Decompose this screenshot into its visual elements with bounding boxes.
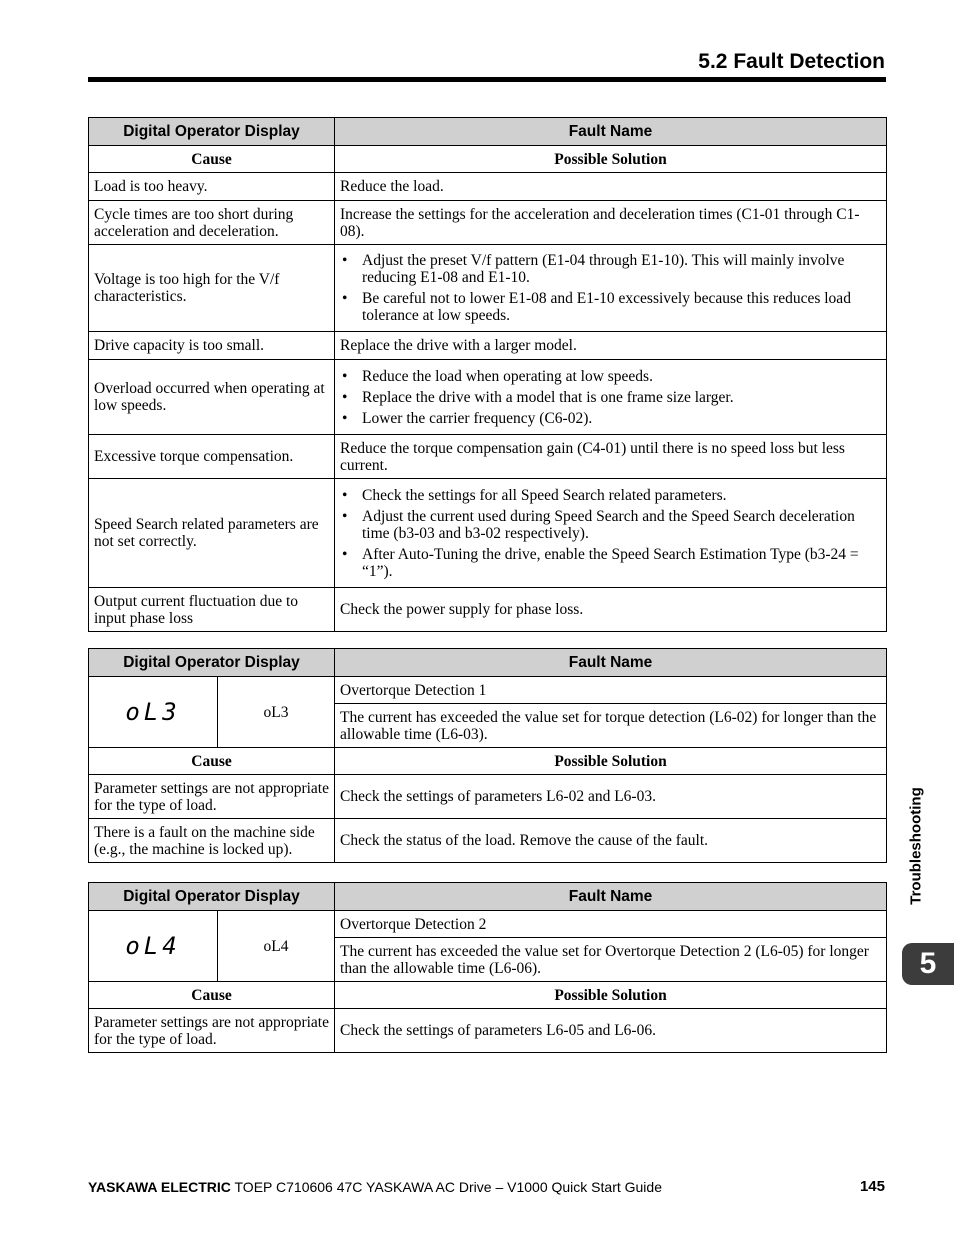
list-item: • Lower the carrier frequency (C6-02).: [340, 410, 881, 427]
title-rule: [88, 77, 886, 82]
solution-header: Possible Solution: [335, 748, 887, 775]
list-item: • After Auto-Tuning the drive, enable the Speed Search Estimation Type (b3-24 = “1”).: [340, 546, 881, 580]
col-header-fault-name: Fault Name: [335, 883, 887, 911]
solution-list: [340, 368, 881, 427]
solution-cell: [335, 245, 887, 332]
operator-display-symbol: oL3: [89, 677, 218, 748]
cause-header: Cause: [89, 146, 335, 173]
section-title: 5.2 Fault Detection: [698, 50, 885, 73]
col-header-display: Digital Operator Display: [89, 649, 335, 677]
solution-cell: [335, 360, 887, 435]
fault-name: Overtorque Detection 1: [335, 677, 887, 704]
list-item: • Adjust the preset V/f pattern (E1-04 through E1-10). This will mainly involve reducing E1-08 and E1-10.: [340, 252, 881, 286]
solution-header: Possible Solution: [335, 982, 887, 1009]
solution-cell: Reduce the load.: [335, 173, 887, 201]
footer: [88, 1179, 662, 1195]
solution-cell: Replace the drive with a larger model.: [335, 332, 887, 360]
col-header-display: Digital Operator Display: [89, 883, 335, 911]
list-item: • Reduce the load when operating at low speeds.: [340, 368, 881, 385]
table-row: [89, 201, 887, 245]
list-item: • Be careful not to lower E1-08 and E1-10 excessively because this reduces load tolerance at low speeds.: [340, 290, 881, 324]
page-number: 145: [859, 1178, 885, 1195]
solution-header: Possible Solution: [335, 146, 887, 173]
fault-code: oL4: [218, 911, 335, 982]
cause-header: Cause: [89, 748, 335, 775]
operator-display-symbol: oL4: [89, 911, 218, 982]
cause-cell: Excessive torque compensation.: [89, 435, 335, 479]
chapter-side-label-text: Troubleshooting: [907, 787, 925, 905]
table-row: [89, 819, 887, 863]
list-item: • Adjust the current used during Speed Search and the Speed Search deceleration time (b3-03 and b3-02 respectively).: [340, 508, 881, 542]
cause-cell: There is a fault on the machine side (e.g., the machine is locked up).: [89, 819, 335, 863]
chapter-side-label: [906, 776, 926, 916]
table-row: [89, 173, 887, 201]
solution-list: [340, 252, 881, 324]
col-header-display: Digital Operator Display: [89, 118, 335, 146]
fault-table-1: [88, 117, 887, 632]
fault-table-oL4: [88, 882, 887, 1053]
table-row: [89, 775, 887, 819]
fault-description: The current has exceeded the value set for Overtorque Detection 2 (L6-05) for longer than the allowable time (L6-06).: [335, 938, 887, 982]
cause-cell: Output current fluctuation due to input phase loss: [89, 588, 335, 632]
cause-cell: Overload occurred when operating at low speeds.: [89, 360, 335, 435]
cause-cell: Parameter settings are not appropriate for the type of load.: [89, 775, 335, 819]
list-item: • Replace the drive with a model that is one frame size larger.: [340, 389, 881, 406]
table-row: [89, 332, 887, 360]
solution-cell: Check the settings of parameters L6-05 and L6-06.: [335, 1009, 887, 1053]
col-header-fault-name: Fault Name: [335, 649, 887, 677]
solution-cell: [335, 479, 887, 588]
table-row: [89, 360, 887, 435]
solution-cell: Check the settings of parameters L6-02 and L6-03.: [335, 775, 887, 819]
table-row: [89, 245, 887, 332]
cause-cell: Load is too heavy.: [89, 173, 335, 201]
table-row: [89, 1009, 887, 1053]
fault-name: Overtorque Detection 2: [335, 911, 887, 938]
chapter-tab: 5: [902, 943, 954, 985]
table-row: [89, 435, 887, 479]
cause-cell: Cycle times are too short during acceleration and deceleration.: [89, 201, 335, 245]
cause-cell: Speed Search related parameters are not set correctly.: [89, 479, 335, 588]
solution-cell: Increase the settings for the acceleration and deceleration times (C1-01 through C1-08).: [335, 201, 887, 245]
fault-description: The current has exceeded the value set for torque detection (L6-02) for longer than the allowable time (L6-03).: [335, 704, 887, 748]
table-row: [89, 479, 887, 588]
footer-brand: YASKAWA ELECTRIC: [88, 1179, 231, 1195]
solution-list: [340, 487, 881, 580]
list-item: • Check the settings for all Speed Search related parameters.: [340, 487, 881, 504]
cause-cell: Voltage is too high for the V/f characteristics.: [89, 245, 335, 332]
solution-cell: Check the status of the load. Remove the cause of the fault.: [335, 819, 887, 863]
solution-cell: Reduce the torque compensation gain (C4-01) until there is no speed loss but less current.: [335, 435, 887, 479]
fault-table-oL3: [88, 648, 887, 863]
col-header-fault-name: Fault Name: [335, 118, 887, 146]
solution-cell: Check the power supply for phase loss.: [335, 588, 887, 632]
fault-code: oL3: [218, 677, 335, 748]
cause-cell: Drive capacity is too small.: [89, 332, 335, 360]
cause-cell: Parameter settings are not appropriate for the type of load.: [89, 1009, 335, 1053]
footer-doc-title: TOEP C710606 47C YASKAWA AC Drive – V1000 Quick Start Guide: [230, 1179, 662, 1195]
cause-header: Cause: [89, 982, 335, 1009]
table-row: [89, 588, 887, 632]
